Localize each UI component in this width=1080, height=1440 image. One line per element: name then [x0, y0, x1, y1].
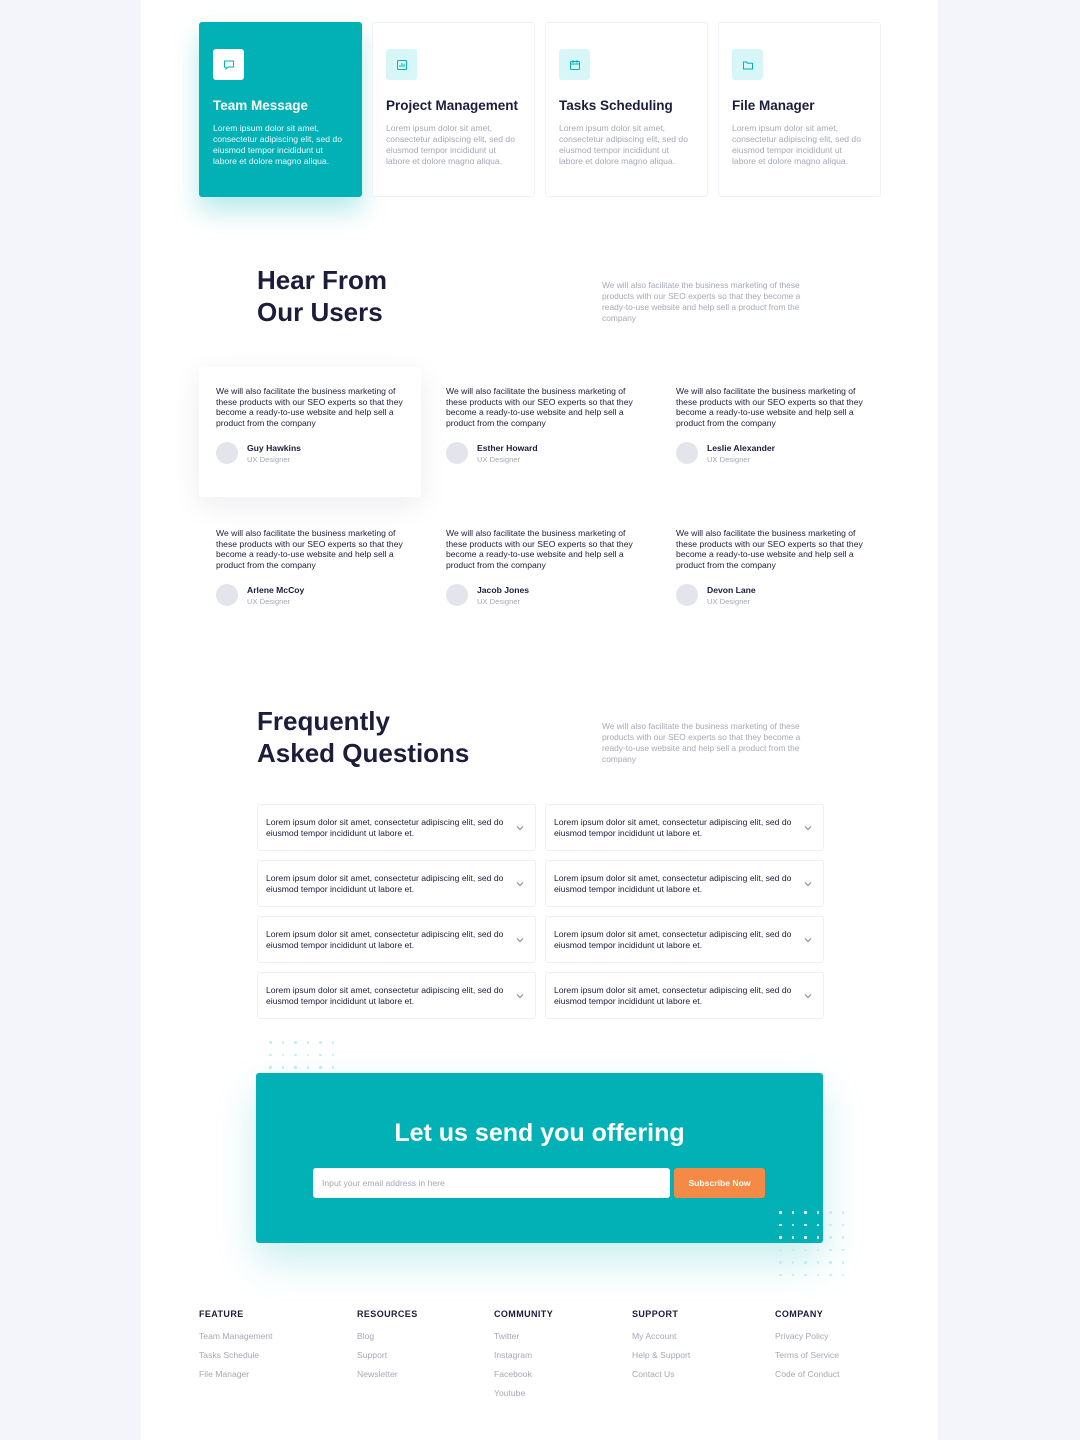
- testimonials-title: [257, 264, 557, 328]
- feature-card-team-message[interactable]: [199, 22, 362, 197]
- footer-link[interactable]: Twitter: [494, 1331, 520, 1341]
- author-name: Guy Hawkins: [247, 442, 301, 453]
- testimonial-card: [199, 509, 421, 639]
- testimonial-card: [659, 509, 881, 639]
- faq-list: [257, 804, 824, 1019]
- footer-heading: COMPANY: [775, 1309, 824, 1319]
- faq-title-line2: Asked Questions: [257, 738, 470, 768]
- author-role: UX Designer: [477, 454, 521, 464]
- faq-title-line1: Frequently: [257, 706, 390, 736]
- footer-link[interactable]: Instagram: [494, 1350, 533, 1360]
- feature-cards: [199, 22, 881, 197]
- footer-link[interactable]: Privacy Policy: [775, 1331, 829, 1341]
- faq-question: Lorem ipsum dolor sit amet, consectetur adipiscing elit, sed do eiusmod tempor incididunt ut labore et.: [554, 929, 792, 950]
- faq-item[interactable]: [545, 916, 824, 963]
- chevron-down-icon[interactable]: [803, 823, 813, 833]
- footer-column-feature: [199, 1309, 273, 1388]
- faq-question: Lorem ipsum dolor sit amet, consectetur adipiscing elit, sed do eiusmod tempor incididunt ut labore et.: [266, 929, 504, 950]
- testimonial-quote: We will also facilitate the business marketing of these products with our SEO experts so that they become a ready-to-use website and help sell a product from the company: [676, 528, 863, 570]
- testimonial-quote: We will also facilitate the business marketing of these products with our SEO experts so that they become a ready-to-use website and help sell a product from the company: [676, 386, 863, 428]
- testimonial-quote: We will also facilitate the business marketing of these products with our SEO experts so that they become a ready-to-use website and help sell a product from the company: [216, 528, 403, 570]
- newsletter-cta: [256, 1073, 823, 1243]
- bar-chart-icon: [386, 49, 417, 80]
- footer-link[interactable]: Team Management: [199, 1331, 273, 1341]
- testimonial-author: [676, 584, 864, 606]
- decorative-dots: [779, 1211, 854, 1276]
- testimonial-card: [659, 367, 881, 497]
- feature-title: Team Message: [213, 98, 309, 113]
- testimonial-author: [676, 442, 864, 464]
- testimonials-title-line1: Hear From: [257, 265, 388, 295]
- footer-link[interactable]: My Account: [632, 1331, 677, 1341]
- feature-title: Tasks Scheduling: [559, 98, 673, 113]
- faq-question: Lorem ipsum dolor sit amet, consectetur adipiscing elit, sed do eiusmod tempor incididunt ut labore et.: [554, 873, 792, 894]
- testimonials-description: We will also facilitate the business marketing of these products with our SEO experts so that they become a ready-to-use website and help sell a product from the company: [602, 280, 801, 323]
- avatar: [446, 442, 468, 464]
- footer-column-community: [494, 1309, 553, 1407]
- faq-item[interactable]: [257, 972, 536, 1019]
- testimonials-grid: [199, 367, 881, 639]
- faq-item[interactable]: [257, 804, 536, 851]
- footer-link[interactable]: Terms of Service: [775, 1350, 839, 1360]
- testimonial-card: [199, 367, 421, 497]
- author-name: Jacob Jones: [477, 584, 530, 595]
- author-role: UX Designer: [247, 454, 291, 464]
- footer-column-support: [632, 1309, 690, 1388]
- feature-description: Lorem ipsum dolor sit amet, consectetur adipiscing elit, sed do eiusmod tempor incididunt ut labore et dolore magno aliqua.: [559, 123, 688, 166]
- author-name: Arlene McCoy: [247, 584, 305, 595]
- faq-question: Lorem ipsum dolor sit amet, consectetur adipiscing elit, sed do eiusmod tempor incididunt ut labore et.: [266, 985, 504, 1006]
- testimonial-author: [216, 442, 404, 464]
- author-name: Devon Lane: [707, 584, 756, 595]
- avatar: [446, 584, 468, 606]
- testimonials-title-line2: Our Users: [257, 297, 383, 327]
- testimonial-author: [216, 584, 404, 606]
- avatar: [216, 442, 238, 464]
- footer-heading: COMMUNITY: [494, 1309, 554, 1319]
- feature-card-tasks-scheduling[interactable]: [545, 22, 708, 197]
- faq-item[interactable]: [257, 916, 536, 963]
- testimonial-card: [429, 367, 651, 497]
- chevron-down-icon[interactable]: [803, 935, 813, 945]
- author-role: UX Designer: [477, 596, 521, 606]
- testimonial-quote: We will also facilitate the business marketing of these products with our SEO experts so that they become a ready-to-use website and help sell a product from the company: [446, 386, 633, 428]
- author-role: UX Designer: [247, 596, 291, 606]
- feature-description: Lorem ipsum dolor sit amet, consectetur adipiscing elit, sed do eiusmod tempor incididunt ut labore et dolore magno aliqua.: [732, 123, 861, 166]
- calendar-icon: [559, 49, 590, 80]
- feature-title: File Manager: [732, 98, 815, 113]
- author-role: UX Designer: [707, 596, 751, 606]
- feature-card-project-management[interactable]: [372, 22, 535, 197]
- faq-item[interactable]: [257, 860, 536, 907]
- author-role: UX Designer: [707, 454, 751, 464]
- footer-link[interactable]: Newsletter: [357, 1369, 398, 1379]
- chevron-down-icon[interactable]: [515, 823, 525, 833]
- chevron-down-icon[interactable]: [803, 991, 813, 1001]
- footer-link[interactable]: Tasks Schedule: [199, 1350, 260, 1360]
- faq-item[interactable]: [545, 860, 824, 907]
- feature-description: Lorem ipsum dolor sit amet, consectetur adipiscing elit, sed do eiusmod tempor incididunt ut labore et dolore magno aliqua.: [213, 123, 342, 166]
- footer-link[interactable]: File Manager: [199, 1369, 250, 1379]
- footer-link[interactable]: Blog: [357, 1331, 375, 1341]
- footer-link[interactable]: Code of Conduct: [775, 1369, 840, 1379]
- feature-title: Project Management: [386, 98, 519, 113]
- faq-item[interactable]: [545, 972, 824, 1019]
- footer-heading: FEATURE: [199, 1309, 244, 1319]
- testimonial-card: [429, 509, 651, 639]
- testimonial-author: [446, 442, 634, 464]
- author-name: Esther Howard: [477, 442, 538, 453]
- chat-bubble-icon: [213, 49, 244, 80]
- folder-icon: [732, 49, 763, 80]
- chevron-down-icon[interactable]: [803, 879, 813, 889]
- avatar: [676, 584, 698, 606]
- testimonial-quote: We will also facilitate the business marketing of these products with our SEO experts so that they become a ready-to-use website and help sell a product from the company: [216, 386, 403, 428]
- avatar: [216, 584, 238, 606]
- chevron-down-icon[interactable]: [515, 879, 525, 889]
- chevron-down-icon[interactable]: [515, 935, 525, 945]
- footer-link[interactable]: Contact Us: [632, 1369, 675, 1379]
- feature-description: Lorem ipsum dolor sit amet, consectetur adipiscing elit, sed do eiusmod tempor incididunt ut labore et dolore magno aliqua.: [386, 123, 515, 166]
- email-field[interactable]: [313, 1168, 670, 1198]
- faq-description: We will also facilitate the business marketing of these products with our SEO experts so that they become a ready-to-use website and help sell a product from the company: [602, 721, 801, 764]
- subscribe-button[interactable]: Subscribe Now: [674, 1168, 765, 1198]
- footer-link[interactable]: Facebook: [494, 1369, 532, 1379]
- faq-question: Lorem ipsum dolor sit amet, consectetur adipiscing elit, sed do eiusmod tempor incididunt ut labore et.: [266, 873, 504, 894]
- chevron-down-icon[interactable]: [515, 991, 525, 1001]
- footer-link[interactable]: Youtube: [494, 1388, 526, 1398]
- faq-title: [257, 705, 557, 769]
- footer-link[interactable]: Help & Support: [632, 1350, 691, 1360]
- faq-question: Lorem ipsum dolor sit amet, consectetur adipiscing elit, sed do eiusmod tempor incididunt ut labore et.: [266, 817, 504, 838]
- faq-question: Lorem ipsum dolor sit amet, consectetur adipiscing elit, sed do eiusmod tempor incididunt ut labore et.: [554, 985, 792, 1006]
- cta-title: Let us send you offering: [394, 1119, 685, 1147]
- testimonial-author: [446, 584, 634, 606]
- footer-column-company: [775, 1309, 840, 1388]
- footer-column-resources: [357, 1309, 418, 1388]
- feature-card-file-manager[interactable]: [718, 22, 881, 197]
- faq-question: Lorem ipsum dolor sit amet, consectetur adipiscing elit, sed do eiusmod tempor incididunt ut labore et.: [554, 817, 792, 838]
- testimonial-quote: We will also facilitate the business marketing of these products with our SEO experts so that they become a ready-to-use website and help sell a product from the company: [446, 528, 633, 570]
- footer-link[interactable]: Support: [357, 1350, 388, 1360]
- faq-item[interactable]: [545, 804, 824, 851]
- footer-heading: SUPPORT: [632, 1309, 679, 1319]
- avatar: [676, 442, 698, 464]
- author-name: Leslie Alexander: [707, 442, 775, 453]
- footer-heading: RESOURCES: [357, 1309, 418, 1319]
